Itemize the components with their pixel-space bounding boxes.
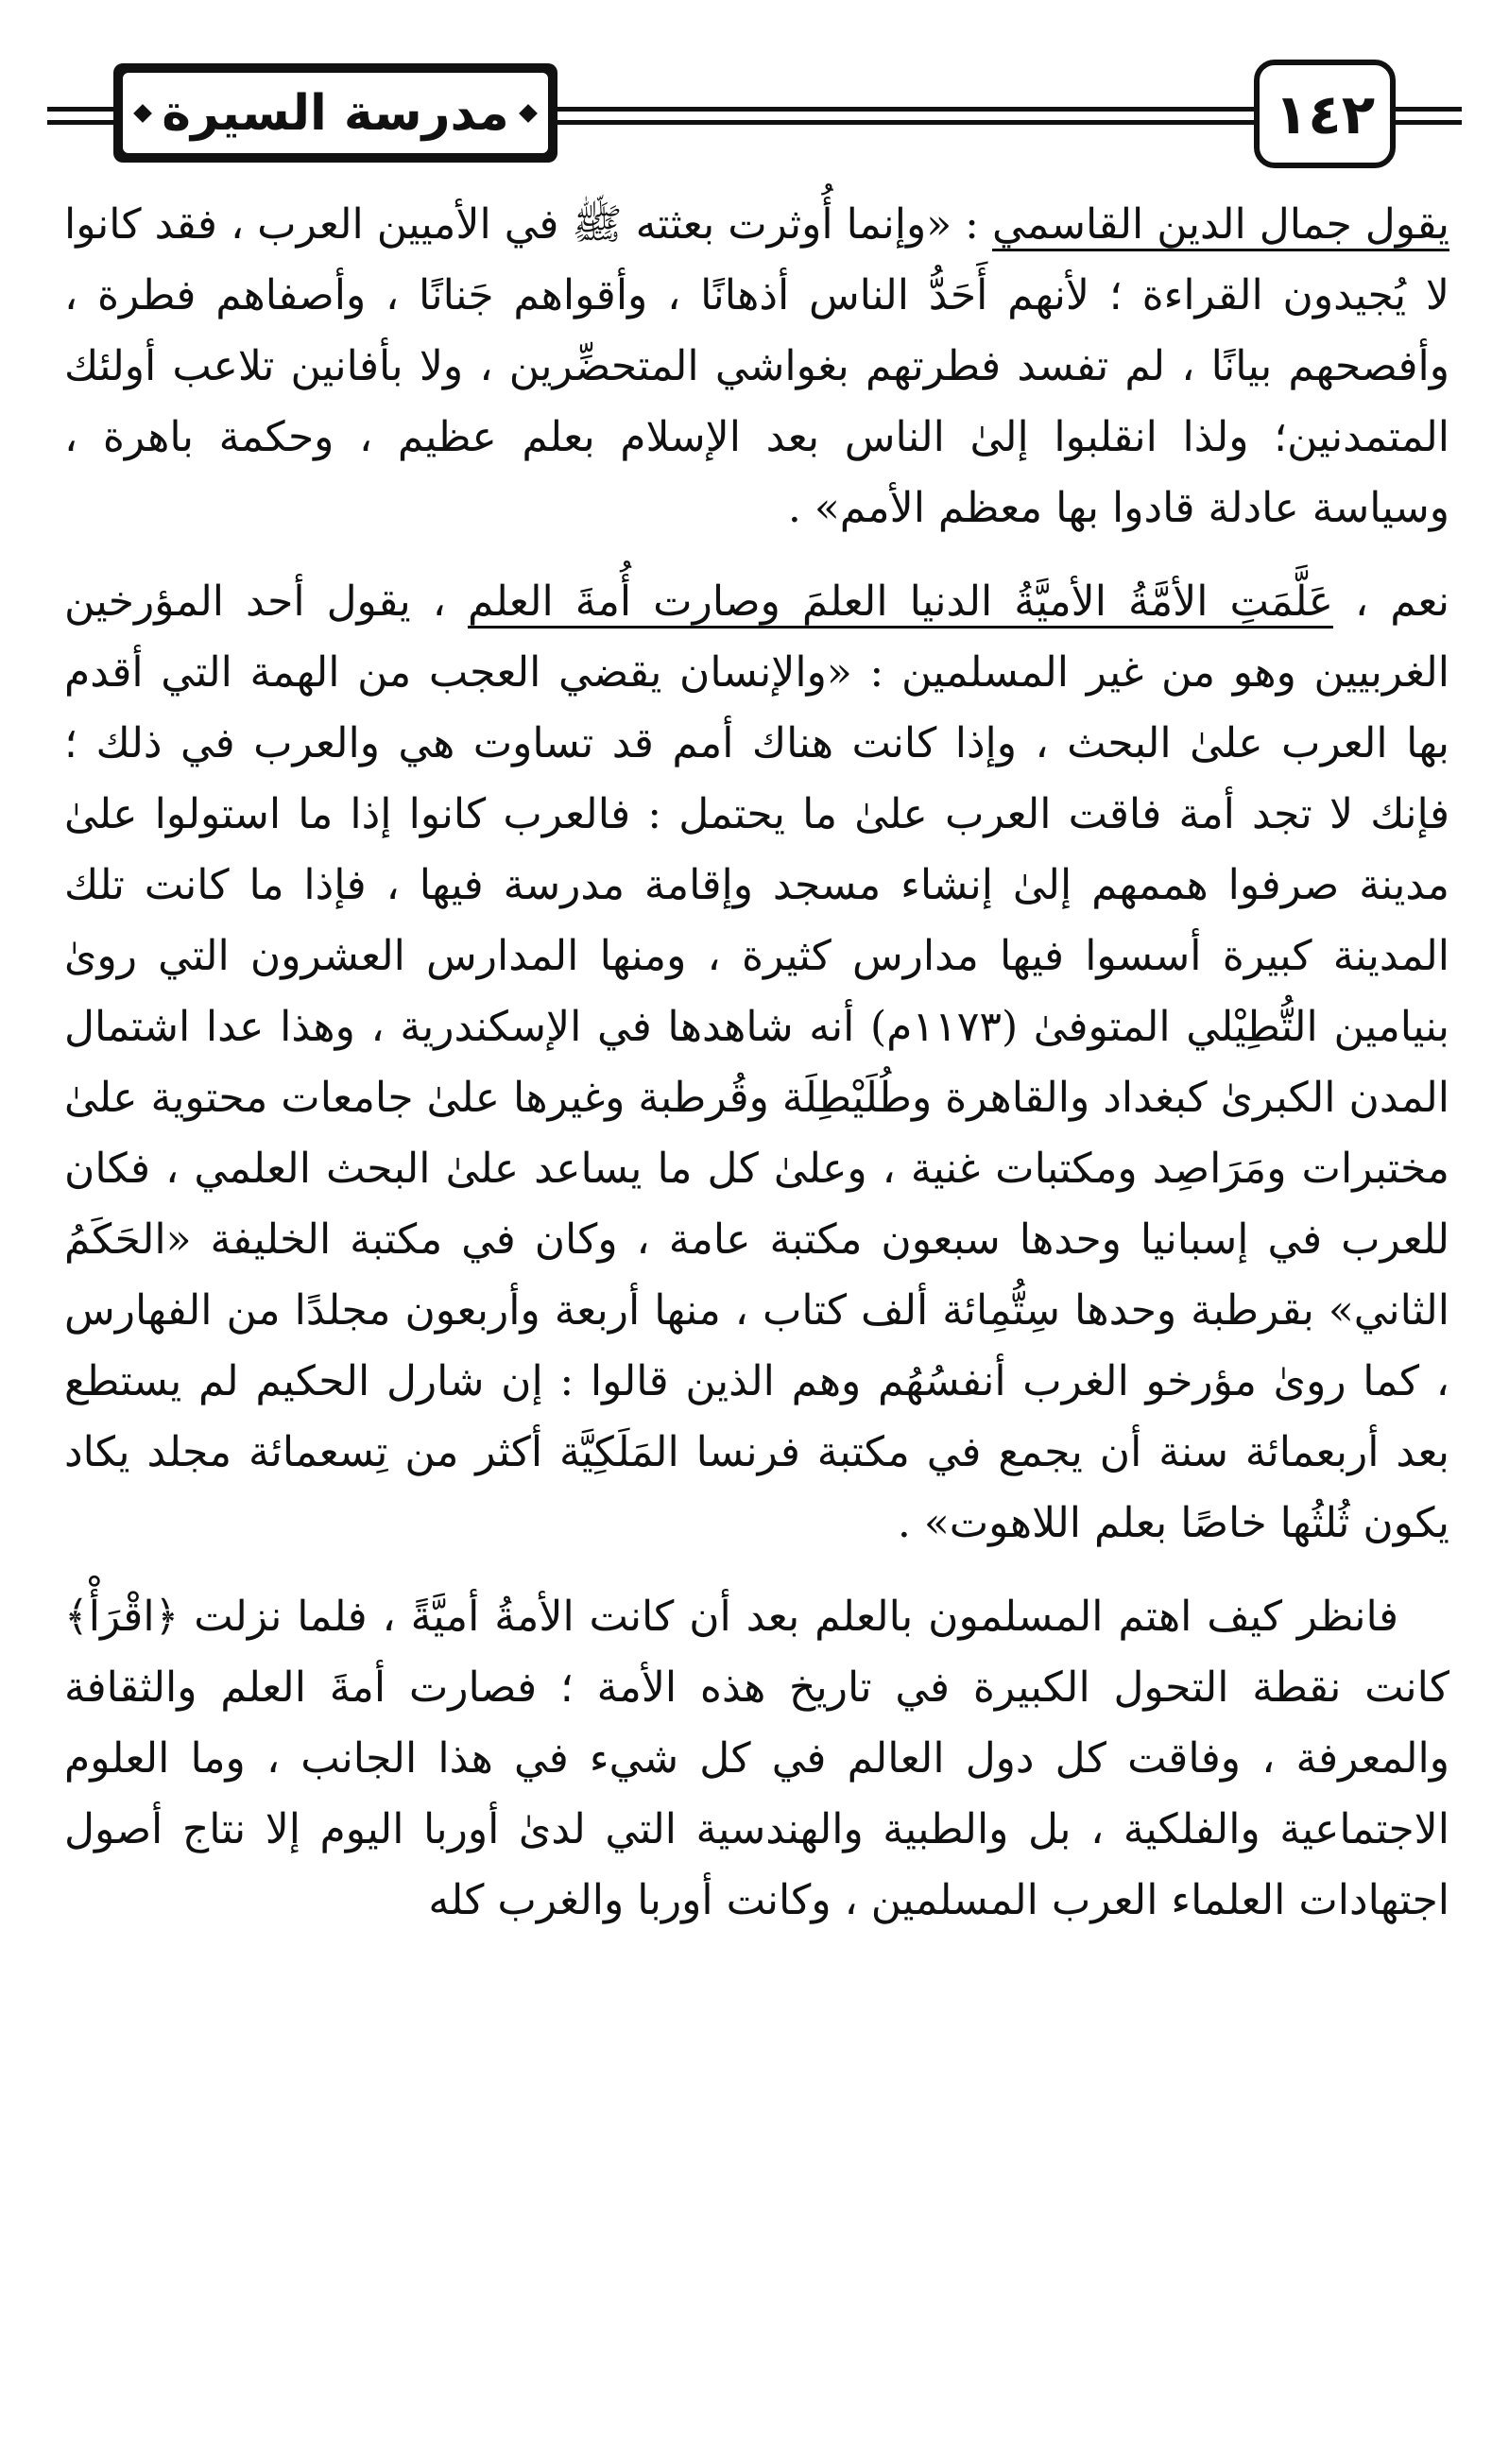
page-number: ١٤٢ (1274, 81, 1376, 146)
underlined-phrase: عَلَّمَتِ الأمَّةُ الأميَّةُ الدنيا العلمَ وصارت أُمةَ العلم (468, 577, 1333, 629)
page-number-frame (1254, 60, 1396, 168)
paragraph-text: ، يقول أحد المؤرخين الغربيين وهو من غير المسلمين : «والإنسان يقضي العجب من الهمة التي أقدم بها العرب علىٰ البحث ، وإذا كانت هناك أمم قد تساوت هي والعرب في ذلك ؛ فإنك لا تجد أمة فاقت العرب علىٰ ما يحتمل : فالعرب كانوا إذا ما استولوا علىٰ مدينة صرفوا هممهم إلىٰ إنشاء مسجد وإقامة مدرسة فيها ، فإذا ما كانت تلك المدينة كبيرة أسسوا فيها مدارس كثيرة ، ومنها المدارس العشرون التي روىٰ بنيامين التُّطِيْلي المتوفىٰ (١١٧٣م) أنه شاهدها في الإسكندرية ، وهذا عدا اشتمال المدن الكبرىٰ كبغداد والقاهرة وطُلَيْطِلَة وقُرطبة وغيرها علىٰ جامعات محتوية علىٰ مختبرات ومَرَاصِد ومكتبات غنية ، وعلىٰ كل ما يساعد علىٰ البحث العلمي ، فكان للعرب في إسبانيا وحدها سبعون مكتبة عامة ، وكان في مكتبة الخليفة «الحَكَمُ الثاني» بقرطبة وحدها سِتُّمِائة ألف كتاب ، منها أربعة وأربعون مجلدًا من الفهارس ، كما روىٰ مؤرخو الغرب أنفسُهُم وهم الذين قالوا : إن شارل الحكيم لم يستطع بعد أربعمائة سنة أن يجمع في مكتبة فرنسا المَلَكِيَّة أكثر من تِسعمائة مجلد يكاد يكون ثُلثُها خاصًا بعلم اللاهوت» . (64, 577, 1449, 1547)
page-header (47, 43, 1462, 184)
underlined-phrase: يقول جمال الدين القاسمي (992, 200, 1449, 251)
paragraph-gap (64, 543, 1449, 566)
paragraph-3 (64, 1581, 1449, 1936)
book-title-frame (113, 63, 557, 163)
book-title-ornament (123, 73, 548, 153)
paragraph-text: فانظر كيف اهتم المسلمون بالعلم بعد أن كانت الأمةُ أميَّةً ، فلما نزلت ﴿اقْرَأْ﴾ كانت نقطة التحول الكبيرة في تاريخ هذه الأمة ؛ فصارت أمةَ العلم والثقافة والمعرفة ، وفاقت كل دول العالم في كل شيء في هذا الجانب ، وما العلوم الاجتماعية والفلكية ، بل والطبية والهندسية التي لدىٰ أوربا اليوم إلا نتاج أصول اجتهادات العلماء العرب المسلمين ، وكانت أوربا والغرب كله (64, 1593, 1449, 1924)
paragraph-1 (64, 189, 1449, 543)
page-body (64, 189, 1449, 1936)
paragraph-text: : «وإنما أُوثرت بعثته ﷺ في الأميين العرب ، فقد كانوا لا يُجيدون القراءة ؛ لأنهم أَحَدُّ الناس أذهانًا ، وأقواهم جَنانًا ، وأصفاهم فطرة ، وأفصحهم بيانًا ، لم تفسد فطرتهم بغواشي المتحضِّرين ، ولا بأفانين تلاعب أولئك المتمدنين؛ ولذا انقلبوا إلىٰ الناس بعد الإسلام بعلم عظيم ، وحكمة باهرة ، وسياسة عادلة قادوا بها معظم الأمم» . (64, 200, 1449, 532)
paragraph-prefix: نعم ، (1355, 577, 1449, 626)
paragraph-2 (64, 566, 1449, 1559)
book-title: مدرسة السيرة (162, 84, 509, 142)
paragraph-gap (64, 1559, 1449, 1581)
